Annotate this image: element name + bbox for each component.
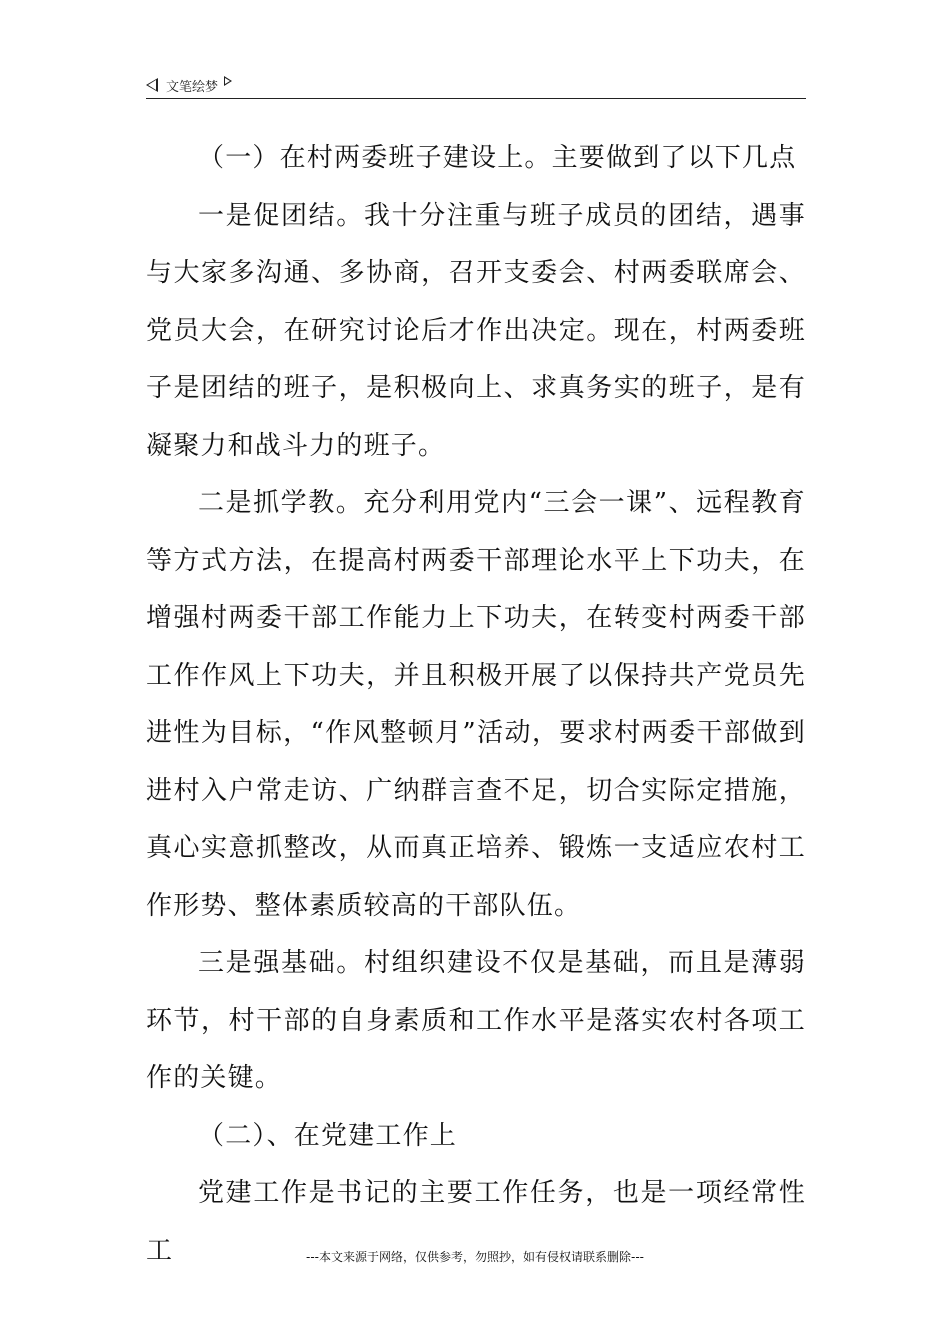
paragraph-foundation: 三是强基础。村组织建设不仅是基础，而且是薄弱环节，村干部的自身素质和工作水平是落实农村各项工作的关键。 <box>146 948 806 1093</box>
document-body <box>146 130 806 1280</box>
paragraph-party-building: 党建工作是书记的主要工作任务，也是一项经常性工 <box>146 1178 806 1266</box>
paragraph-study: 二是抓学教。充分利用党内“三会一课”、远程教育等方式方法，在提高村两委干部理论水平上下功夫，在增强村两委干部工作能力上下功夫，在转变村两委干部工作作风上下功夫，并且积极开展了以保持共产党员先进性为目标，“作风整顿月”活动，要求村两委干部做到进村入户常走访、广纳群言查不足，切合实际定措施，真心实意抓整改，从而真正培养、锻炼一支适应农村工作形势、整体素质较高的干部队伍。 <box>146 488 806 921</box>
paragraph-unity: 一是促团结。我十分注重与班子成员的团结，遇事与大家多沟通、多协商，召开支委会、村两委联席会、党员大会，在研究讨论后才作出决定。现在，村两委班子是团结的班子，是积极向上、求真务实的班子，是有凝聚力和战斗力的班子。 <box>146 200 806 461</box>
triangle-right-icon <box>224 76 232 86</box>
footer-disclaimer: ---本文来源于网络，仅供参考，勿照抄，如有侵权请联系删除--- <box>306 1250 644 1264</box>
triangle-left-icon <box>146 78 158 92</box>
header-title: 文笔绘梦 <box>166 79 219 95</box>
page-header <box>146 72 806 99</box>
section-heading-1: （一）在村两委班子建设上。主要做到了以下几点 <box>198 143 797 173</box>
section-heading-2: （二）、在党建工作上 <box>198 1120 458 1151</box>
